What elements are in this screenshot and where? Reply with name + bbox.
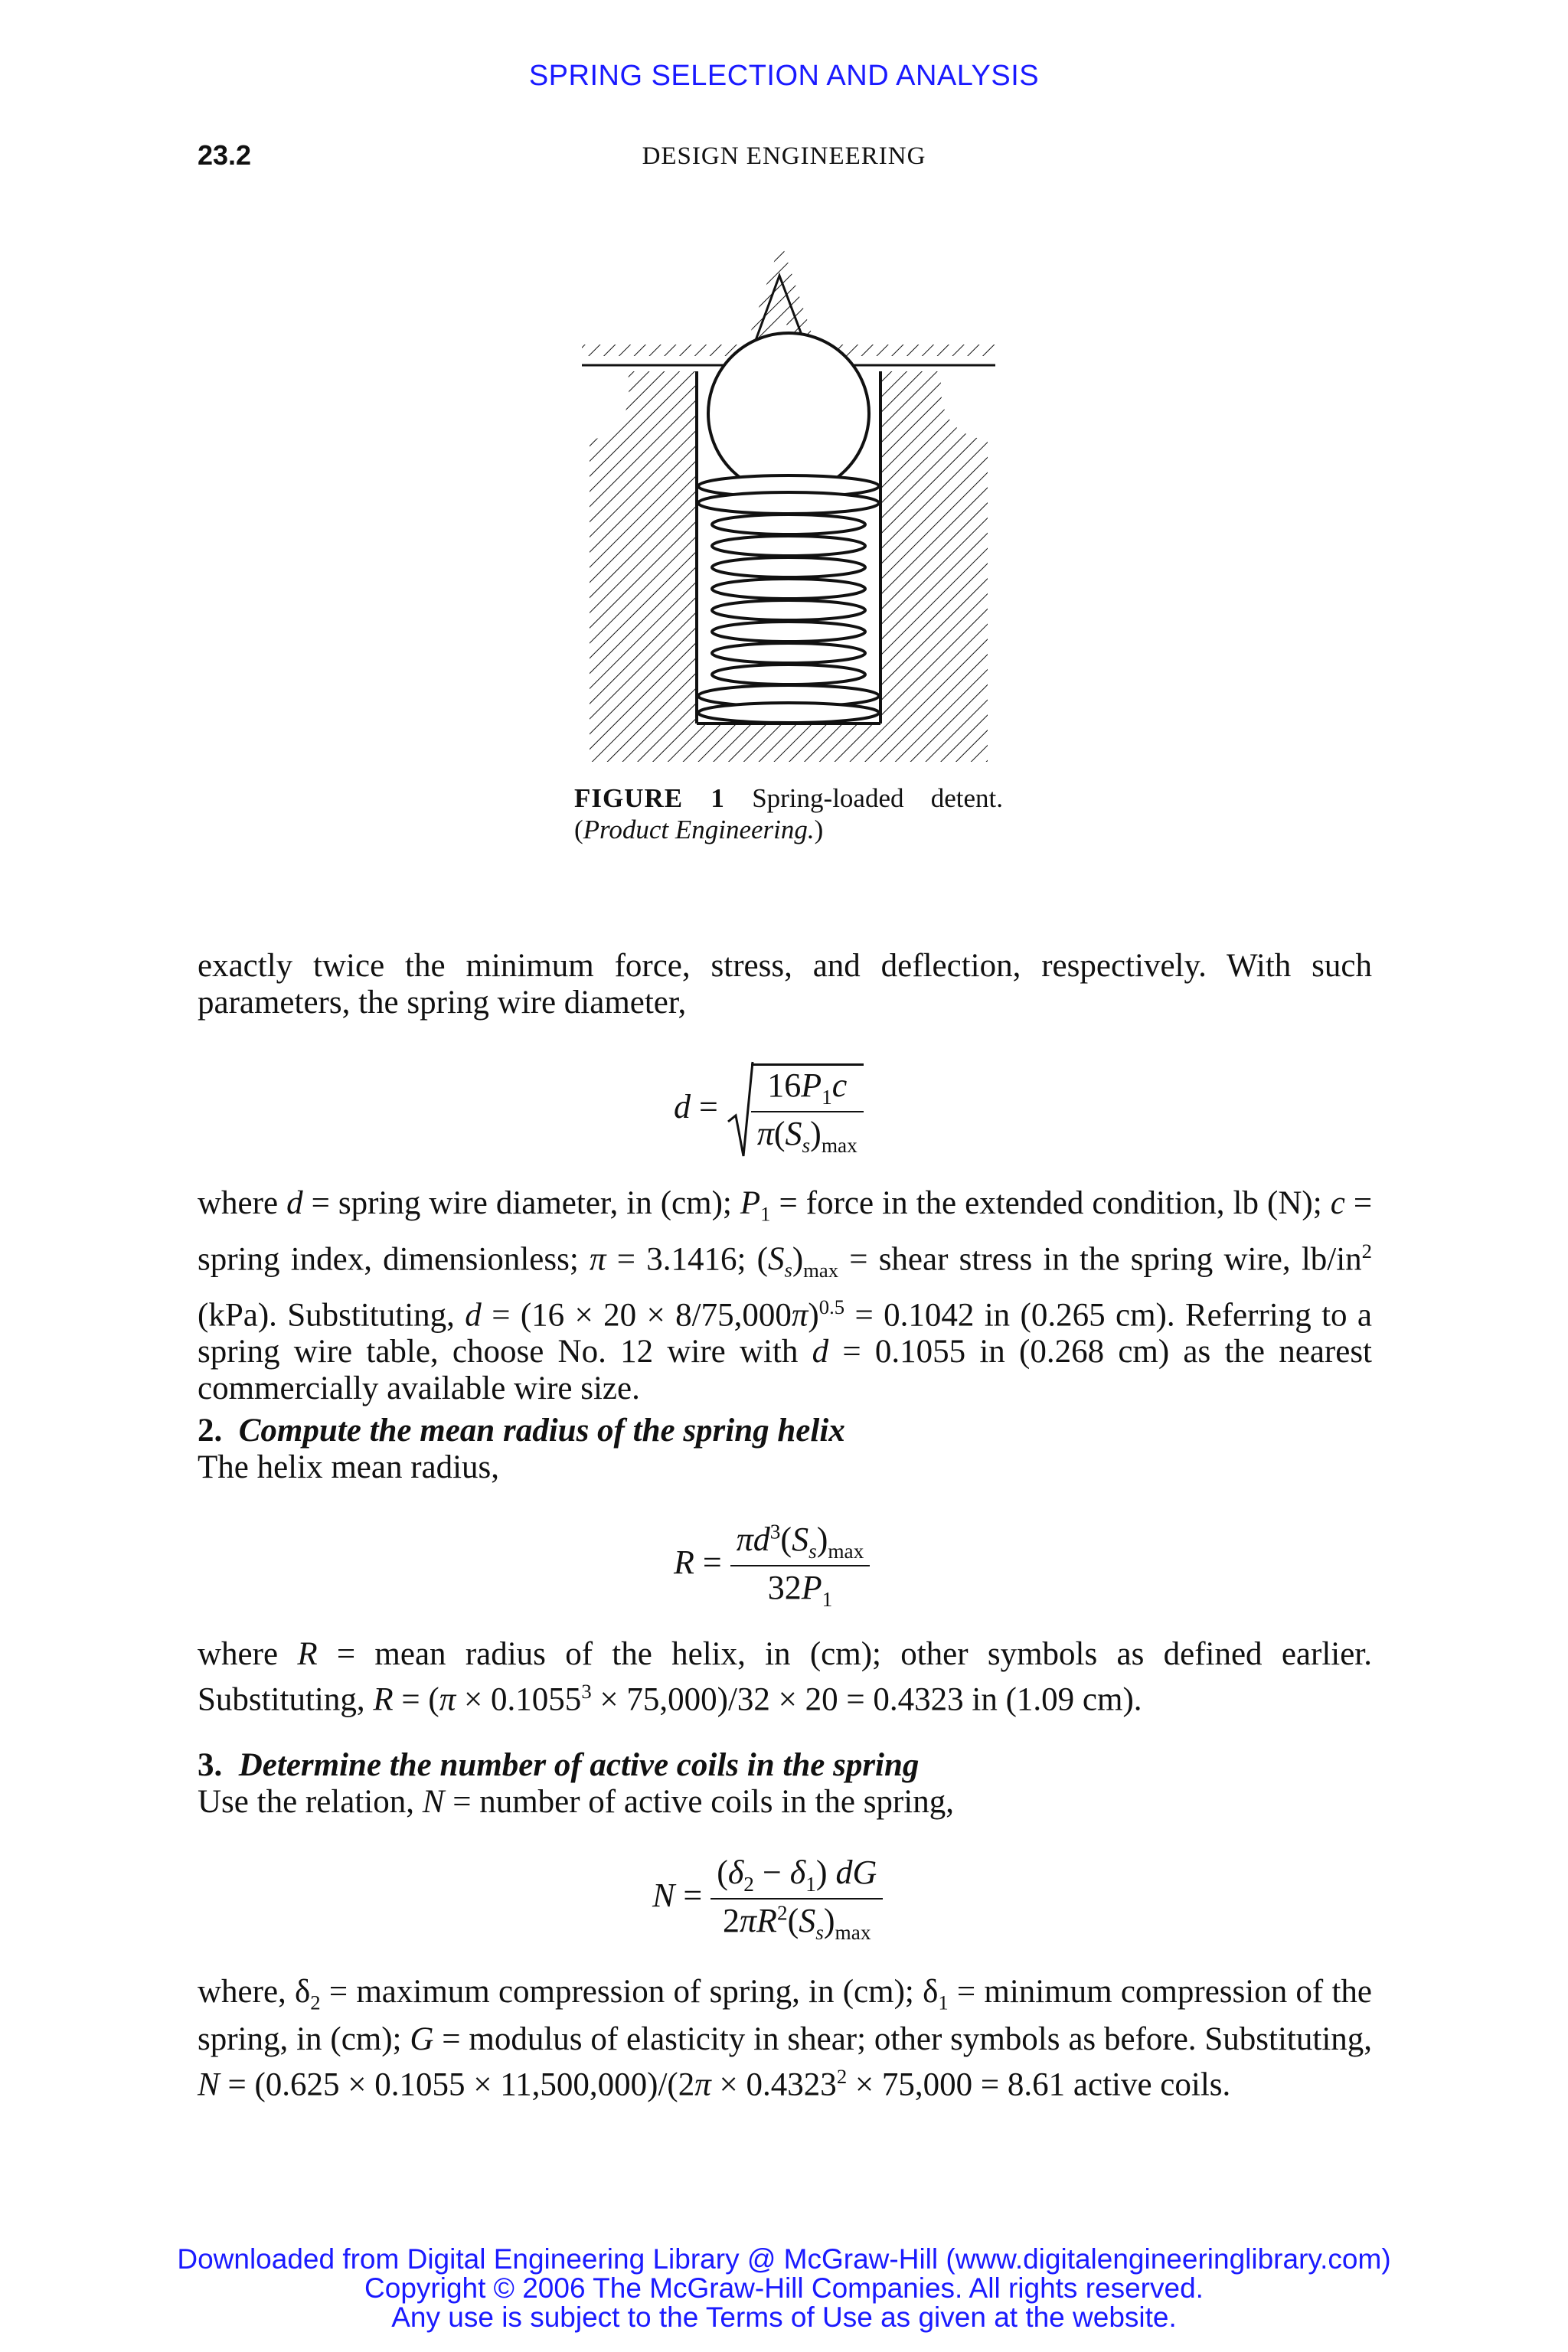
spring-detent-figure <box>574 234 1003 769</box>
equation-mean-radius: R = $\frac{\pi d^3(S_s)_{max}}{32P_1}$ <box>674 1520 870 1612</box>
step-2-heading: 2. Compute the mean radius of the spring helix The helix mean radius, <box>198 1413 845 1485</box>
paragraph-3: where R = mean radius of the helix, in (cm); other symbols as defined earlier. Substituting, $R = (\pi \times 0.1055^3 \times 75,000)/32 \times 20 = 0.4323$ in (1.09 cm). <box>198 1636 1372 1718</box>
equation-wire-diameter: d = $\frac{16P_1c}{\pi(S_s)_{max}}$ <box>674 1060 864 1160</box>
equation-active-coils: N = $\frac{(\delta_2 - \delta_1) dG}{2\pi R^2(S_s)_{max}}$ <box>652 1853 883 1945</box>
paragraph-2: where d = spring wire diameter, in (cm); $P_1$ = force in the extended condition, lb (N); c = spring index, dimensionless; π = 3.1416; $(S_s)_{max}$ = shear stress in the spring wire, $lb/in^2$ (kPa). Substituting, $d = (16 \times 20 \times 8/75,000\pi)^{0.5} = 0.1042$ in (0.265 cm). Referring to a spring wire table, choose No. 12 wire with d = 0.1055 in (0.268 cm) as the nearest commercially available wire size. <box>198 1185 1373 1406</box>
figure-label: FIGURE 1 <box>574 783 725 813</box>
paragraph-1: exactly twice the minimum force, stress, and deflection, respectively. With such parameters, the spring wire diameter, <box>198 948 1372 1021</box>
banner-title: SPRING SELECTION AND ANALYSIS <box>528 60 1040 92</box>
page-number: 23.2 <box>198 139 252 171</box>
footer-line-1[interactable]: Downloaded from Digital Engineering Library @ McGraw-Hill (www.digitalengineeringlibrary.com) <box>177 2243 1391 2275</box>
figure-caption-text: Spring-loaded detent. <box>752 783 1004 813</box>
footer-line-2: Copyright © 2006 The McGraw-Hill Companies. All rights reserved. <box>364 2272 1204 2304</box>
step-3-heading: 3. Determine the number of active coils in the spring Use the relation, N = number of active coils in the spring, <box>198 1747 954 1820</box>
figure-caption: FIGURE 1 Spring-loaded detent. (Product Engineering.) <box>574 783 1004 844</box>
spring-coils <box>698 475 879 723</box>
footer-line-3: Any use is subject to the Terms of Use as given at the website. <box>391 2301 1177 2333</box>
footer-notice <box>0 2245 1568 2332</box>
paragraph-4: where, $\delta_2$ = maximum compression of spring, in (cm); $\delta_1$ = minimum compression of the spring, in (cm); G = modulus of elasticity in shear; other symbols as before. Substituting, $N = (0.625 \times 0.1055 \times 11,500,000)/(2\pi \times 0.4323^2 \times 75,000 = 8.61$ active coils. <box>198 1974 1373 2102</box>
running-head: DESIGN ENGINEERING <box>642 142 926 170</box>
figure-source: Product Engineering. <box>583 815 815 844</box>
